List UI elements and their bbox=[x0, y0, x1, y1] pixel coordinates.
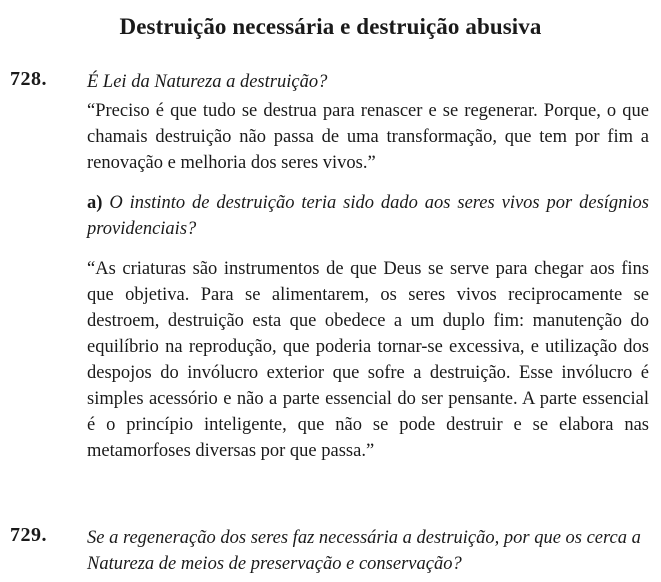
question-728-text: É Lei da Natureza a destruição? bbox=[87, 72, 328, 92]
section-title: Destruição necessária e destruição abusiva bbox=[119, 14, 542, 39]
sub-question-728a bbox=[87, 190, 649, 242]
answer-728-text: “Preciso é que tudo se destrua para renascer e se regenerar. Porque, o que chamais destruição não passa de uma transformação, que tem por fim a renovação e melhoria dos seres vivos.” bbox=[87, 101, 649, 173]
question-729-text: Se a regeneração dos seres faz necessária a destruição, por que os cerca a Natureza de meios de preservação e conservação? bbox=[87, 528, 641, 574]
sub-question-text: O instinto de destruição teria sido dado aos seres vivos por desígnios providenciais? bbox=[87, 193, 649, 239]
sub-question-letter: a) bbox=[87, 193, 103, 213]
question-number-728: 728. bbox=[10, 68, 47, 90]
question-number-729: 729. bbox=[10, 524, 47, 546]
sub-answer-728a-text: “As criaturas são instrumentos de que Deus se serve para chegar aos fins que objetiva. Para se alimentarem, os seres vivos reciprocamente se destroem, destruição esta que obedece a um duplo fim: manutenção do equilíbrio na reprodução, que poderia tornar-se excessiva, e utilização dos despojos do invólucro exterior que sofre a destruição. Esse invólucro é simples acessório e não a parte essencial do ser pensante. A parte essencial é o princípio inteligente, que não se pode destruir e se elabora nas metamorfoses diversas por que passa.” bbox=[87, 259, 649, 461]
